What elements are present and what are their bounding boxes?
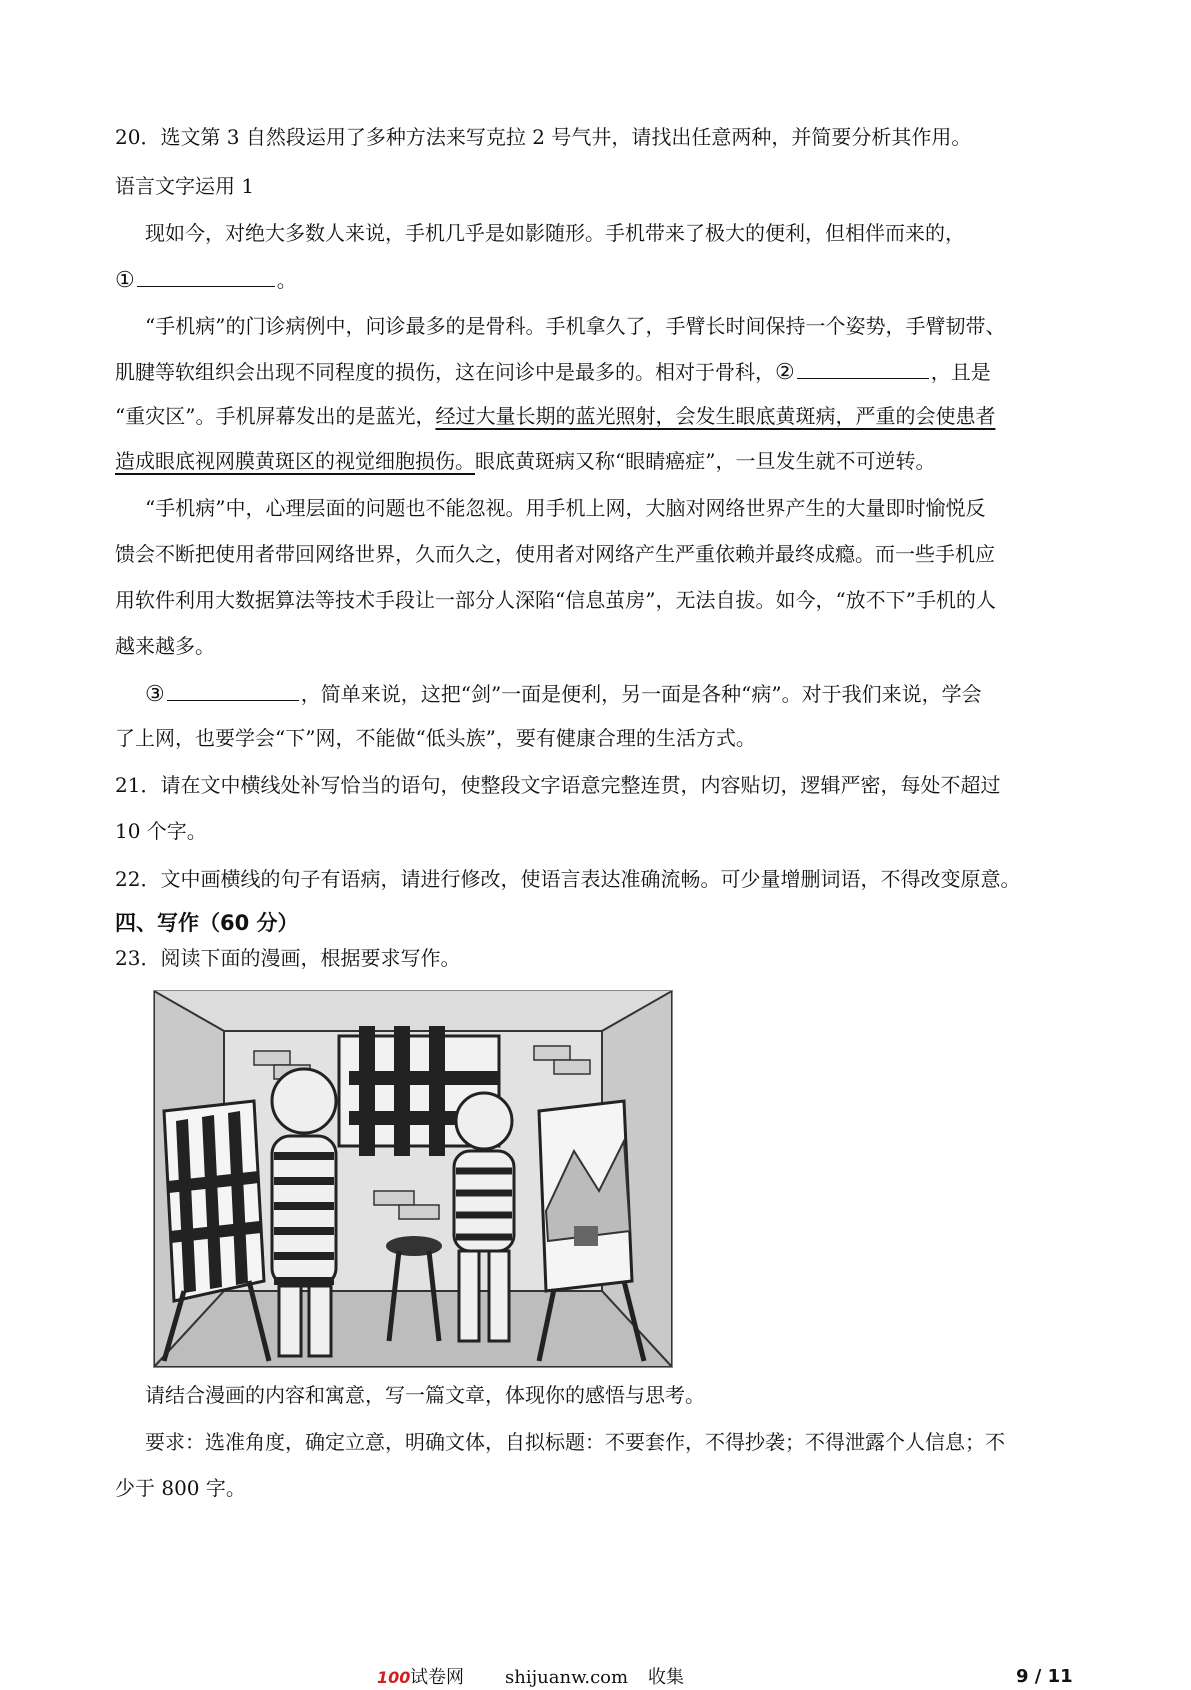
section-4-title: 四、写作（60 分） — [115, 911, 299, 935]
question-21-line2: 10 个字。 — [115, 819, 207, 843]
para1-line1: 现如今，对绝大多数人来说，手机几乎是如影随形。手机带来了极大的便利，但相伴而来的， — [145, 221, 965, 245]
para2-line4-text: 眼底黄斑病又称“眼睛癌症”，一旦发生就不可逆转。 — [475, 449, 936, 473]
para4-line1 — [145, 678, 1085, 710]
para2-line1: “手机病”的门诊病例中，问诊最多的是骨科。手机拿久了，手臂长时间保持一个姿势，手臂韧带、 — [145, 314, 1006, 338]
question-23: 23．阅读下面的漫画，根据要求写作。 — [115, 946, 461, 970]
footer-site-name: 试卷网 — [410, 1667, 464, 1688]
section-label: 语言文字运用 1 — [115, 174, 255, 198]
fill-blank-3[interactable] — [167, 678, 299, 701]
underlined-sentence-part2: 造成眼底视网膜黄斑区的视觉细胞损伤。 — [115, 449, 475, 473]
writing-prompt: 请结合漫画的内容和寓意，写一篇文章，体现你的感悟与思考。 — [145, 1383, 705, 1407]
blank-marker-3: ③ — [145, 682, 165, 707]
footer-collect: 收集 — [648, 1667, 684, 1688]
page-number: 9 / 11 — [1016, 1666, 1073, 1687]
para3-line1: “手机病”中，心理层面的问题也不能忽视。用手机上网，大脑对网络世界产生的大量即时愉悦反 — [145, 496, 986, 520]
underlined-sentence-part1: 经过大量长期的蓝光照射，会发生眼底黄斑病，严重的会使患者 — [435, 404, 996, 428]
para2-line2 — [115, 356, 1085, 388]
fill-blank-1[interactable] — [137, 264, 275, 287]
blank-marker-2: ② — [775, 360, 795, 385]
para2-line4 — [115, 446, 1085, 476]
footer-domain[interactable]: shijuanw.com — [505, 1667, 629, 1688]
comic-image — [153, 990, 673, 1368]
site-logo-icon: 100 — [377, 1668, 411, 1687]
para2-line3 — [115, 401, 1085, 431]
question-20: 20．选文第 3 自然段运用了多种方法来写克拉 2 号气井，请找出任意两种，并简要分析其作用。 — [115, 125, 972, 149]
blank-marker-1: ① — [115, 268, 135, 293]
requirements-line1: 要求：选准角度，确定立意，明确文体，自拟标题：不要套作，不得抄袭；不得泄露个人信息；不 — [145, 1430, 1005, 1454]
period: 。 — [276, 268, 297, 292]
requirements-line2: 少于 800 字。 — [115, 1476, 246, 1500]
fill-blank-2[interactable] — [797, 356, 929, 379]
para2-line2-text: 肌腱等软组织会出现不同程度的损伤，这在问诊中是最多的。相对于骨科， — [115, 360, 775, 384]
para2-line2-end: ，且是 — [930, 360, 991, 384]
para3-line3: 用软件利用大数据算法等技术手段让一部分人深陷“信息茧房”，无法自拔。如今，“放不下”手机的人 — [115, 588, 996, 612]
para3-line4: 越来越多。 — [115, 634, 215, 658]
para3-line2: 馈会不断把使用者带回网络世界，久而久之，使用者对网络产生严重依赖并最终成瘾。而一些手机应 — [115, 542, 995, 566]
question-21-line1: 21．请在文中横线处补写恰当的语句，使整段文字语意完整连贯，内容贴切，逻辑严密，每处不超过 — [115, 773, 1001, 797]
para4-line1-text: ，简单来说，这把“剑”一面是便利，另一面是各种“病”。对于我们来说，学会 — [300, 682, 982, 706]
para4-line2: 了上网，也要学会“下”网，不能做“低头族”，要有健康合理的生活方式。 — [115, 726, 756, 750]
para1-line2 — [115, 264, 1085, 296]
para2-line3-text: “重灾区”。手机屏幕发出的是蓝光， — [115, 404, 436, 428]
question-22: 22．文中画横线的句子有语病，请进行修改，使语言表达准确流畅。可少量增删词语，不得改变原意。 — [115, 867, 1021, 891]
